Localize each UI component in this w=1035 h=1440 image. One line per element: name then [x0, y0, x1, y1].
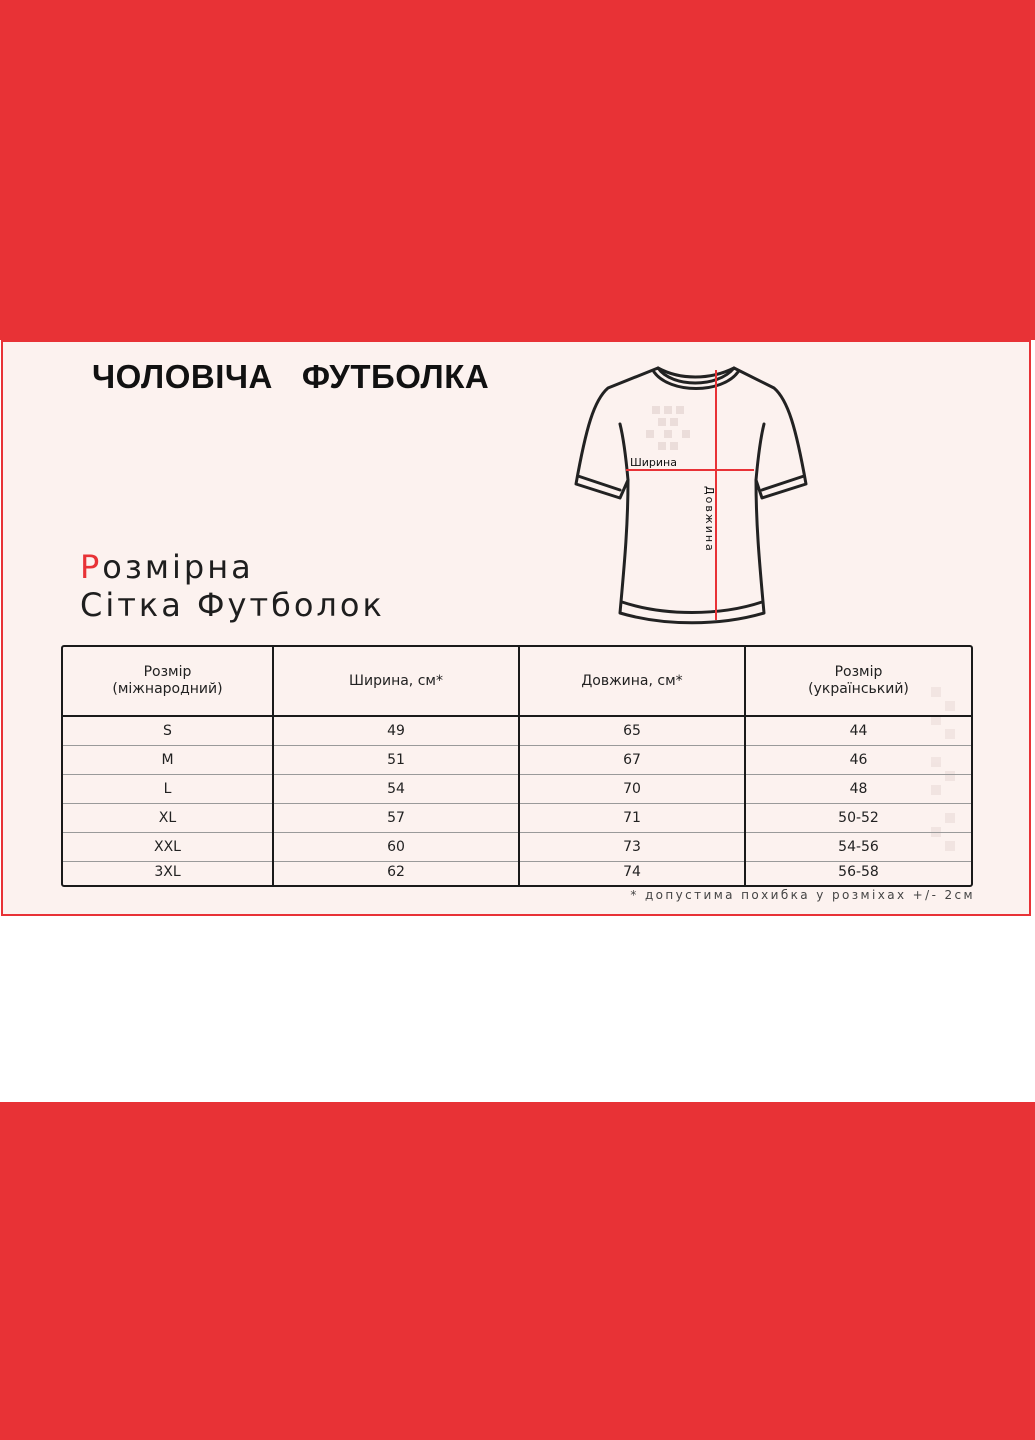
- table-row: [63, 775, 971, 804]
- tshirt-diagram: [560, 358, 820, 633]
- embroidery-motif-icon: [646, 406, 690, 450]
- table-row: [63, 862, 971, 888]
- title-line-2: Сітка Футболок: [80, 586, 385, 624]
- cell-length: 73: [519, 833, 745, 862]
- tolerance-footnote: * допустима похибка у розміхах +/- 2см: [630, 888, 975, 902]
- top-red-band: [0, 0, 1035, 340]
- table-header-row: [63, 647, 971, 716]
- title-line-1: [80, 548, 385, 586]
- cell-width: 60: [273, 833, 519, 862]
- title-line-1-rest: озмірна: [102, 548, 254, 586]
- cell-width: 57: [273, 804, 519, 833]
- table-row: [63, 716, 971, 746]
- cell-size-intl: M: [63, 746, 273, 775]
- cell-size-ua: 50-52: [745, 804, 971, 833]
- header-size-intl: Розмір (міжнародний): [63, 647, 273, 716]
- header-size-ua: Розмір (український): [745, 647, 971, 716]
- cell-width: 62: [273, 862, 519, 888]
- table-row: [63, 746, 971, 775]
- table-row: [63, 833, 971, 862]
- cell-width: 49: [273, 716, 519, 746]
- size-table-container: [61, 645, 973, 887]
- cell-size-intl: L: [63, 775, 273, 804]
- size-chart-title: [80, 548, 385, 624]
- cell-size-ua: 56-58: [838, 864, 879, 880]
- width-label: Ширина: [630, 456, 677, 469]
- cell-length: 74: [519, 862, 745, 888]
- cell-length: 65: [519, 716, 745, 746]
- cell-size-ua: 46: [745, 746, 971, 775]
- cell-size-intl: XXL: [63, 833, 273, 862]
- cell-width: 54: [273, 775, 519, 804]
- cell-size-ua: 48: [745, 775, 971, 804]
- header-width: Ширина, см*: [273, 647, 519, 716]
- cell-size-ua: 54-56: [745, 833, 971, 862]
- cell-width: 51: [273, 746, 519, 775]
- table-row: [63, 804, 971, 833]
- cell-size-intl: XL: [63, 804, 273, 833]
- size-table: [63, 647, 971, 887]
- cell-length: 70: [519, 775, 745, 804]
- length-label: Довжина: [703, 486, 716, 553]
- page-title: ЧОЛОВІЧА ФУТБОЛКА: [92, 358, 490, 395]
- cell-size-intl: 3XL: [63, 862, 273, 888]
- bottom-red-band: [0, 1102, 1035, 1440]
- header-length: Довжина, см*: [519, 647, 745, 716]
- cell-length: 67: [519, 746, 745, 775]
- cell-size-intl: S: [63, 716, 273, 746]
- cell-size-ua: 44: [745, 716, 971, 746]
- cell-length: 71: [519, 804, 745, 833]
- title-accent-letter: Р: [80, 548, 103, 586]
